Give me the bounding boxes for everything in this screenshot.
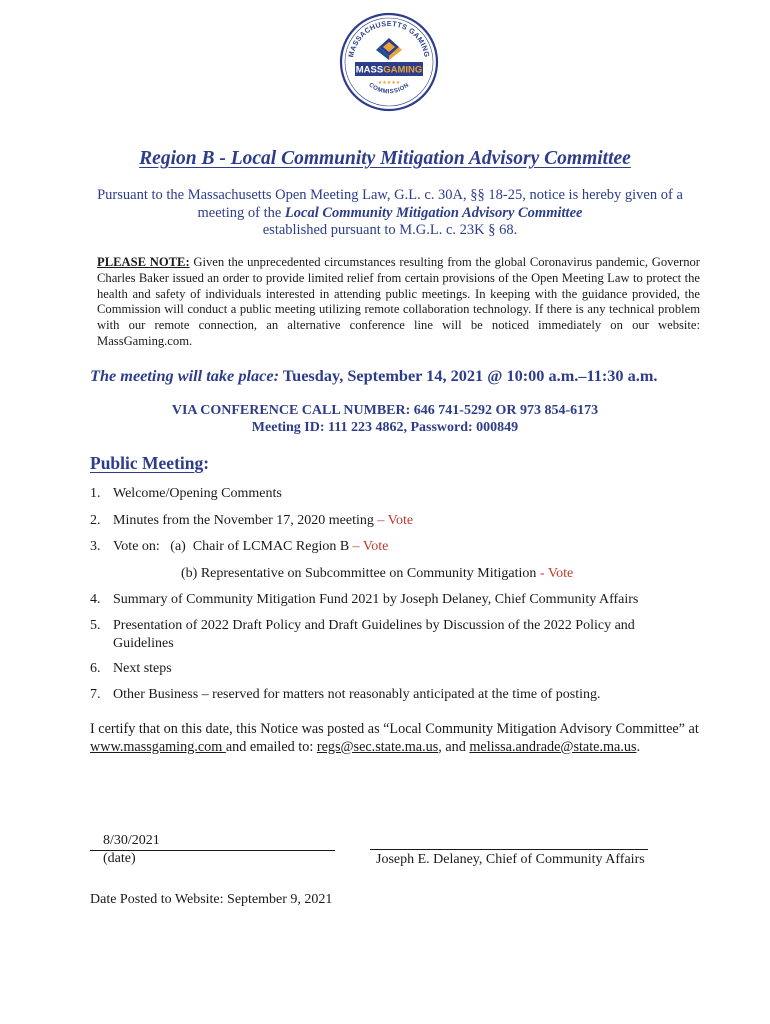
agenda-item-text: Next steps bbox=[113, 661, 172, 676]
agenda-item-number: 1. bbox=[90, 486, 101, 501]
seal-stars: ★★★★★ bbox=[377, 80, 401, 86]
melissa-email-link[interactable]: melissa.andrade@state.ma.us bbox=[469, 738, 637, 755]
intro-text-1: Pursuant to the Massachusetts Open Meeting Law, G.L. c. 30A, §§ 18-25, notice is hereby given of a meeting of the bbox=[97, 187, 683, 221]
signature-date-value: 8/30/2021 bbox=[103, 833, 160, 848]
website-link[interactable]: www.massgaming.com bbox=[90, 738, 226, 755]
date-posted: Date Posted to Website: September 9, 2021 bbox=[90, 892, 333, 907]
agenda-item-text: Other Business – reserved for matters not reasonably anticipated at the time of posting. bbox=[113, 687, 601, 702]
agenda-item-number: 7. bbox=[90, 687, 101, 702]
agenda-item-number: 3. bbox=[90, 539, 101, 554]
meeting-time-value: Tuesday, September 14, 2021 @ 10:00 a.m.–11:30 a.m. bbox=[279, 366, 658, 385]
meeting-time-lead: The meeting will take place: bbox=[90, 366, 280, 385]
please-note-text: Given the unprecedented circumstances resulting from the global Coronavirus pandemic, Governor Charles Baker issued an order to provide limited relief from certain provisions of the Open Meeting Law to protect the health and safety of individuals interested in attending public meetings. In keeping with the guidance provided, the Commission will conduct a public meeting utilizing remote collaboration technology. If there is any technical problem with our remote connection, an alternative conference line will be noticed immediately on our website: MassGaming.com. bbox=[97, 255, 700, 348]
committee-name: Local Community Mitigation Advisory Committee bbox=[284, 204, 583, 221]
conference-call-number: VIA CONFERENCE CALL NUMBER: 646 741-5292 OR 973 854-6173 bbox=[171, 403, 599, 418]
page-title: Region B - Local Community Mitigation Advisory Committee bbox=[139, 148, 631, 169]
vote-marker: - Vote bbox=[539, 566, 574, 581]
meeting-id-password: Meeting ID: 111 223 4862, Password: 000849 bbox=[251, 420, 519, 435]
regs-email-link[interactable]: regs@sec.state.ma.us bbox=[316, 738, 439, 755]
agenda-item-text: Minutes from the November 17, 2020 meeting – Vote bbox=[113, 513, 414, 528]
please-note-label: PLEASE NOTE: bbox=[97, 255, 190, 269]
intro-paragraph bbox=[80, 187, 700, 240]
agenda-item-text: Summary of Community Mitigation Fund 2021 by Joseph Delaney, Chief Community Affairs bbox=[113, 592, 639, 607]
agenda-item-number: 2. bbox=[90, 513, 101, 528]
intro-text-2: established pursuant to M.G.L. c. 23K § 68. bbox=[262, 222, 518, 238]
public-meeting-heading-text: Public Meeting bbox=[90, 453, 204, 473]
agenda-item-number: 4. bbox=[90, 592, 101, 607]
brand-wordmark: MASSGAMING bbox=[355, 64, 423, 76]
agenda-item-text: Vote on: (a) Chair of LCMAC Region B – Vote bbox=[113, 539, 389, 554]
certification-paragraph: I certify that on this date, this Notice was posted as “Local Community Mitigation Advisory Committee” at www.massgaming.com and emailed to: regs@sec.state.ma.us, and melissa.andrade@state.ma.us. bbox=[90, 721, 699, 755]
massgaming-seal-logo bbox=[339, 12, 439, 112]
vote-marker: – Vote bbox=[377, 513, 414, 528]
agenda-item-number: 5. bbox=[90, 618, 101, 633]
vote-marker: – Vote bbox=[352, 539, 389, 554]
meeting-time bbox=[90, 366, 750, 386]
name-signature-line bbox=[370, 849, 648, 850]
agenda-item-number: 6. bbox=[90, 661, 101, 676]
conference-call-info bbox=[0, 402, 770, 436]
public-meeting-heading: Public Meeting: bbox=[90, 453, 210, 473]
agenda-item-text: Welcome/Opening Comments bbox=[113, 486, 282, 501]
agenda-subitem-text: (b) Representative on Subcommittee on Community Mitigation - Vote bbox=[181, 566, 574, 581]
please-note-paragraph bbox=[97, 255, 700, 350]
signatory-name: Joseph E. Delaney, Chief of Community Affairs bbox=[376, 852, 645, 867]
agenda-item-text: Presentation of 2022 Draft Policy and Draft Guidelines by Discussion of the 2022 Policy and Guidelines bbox=[113, 618, 635, 651]
seal-arc-bottom-text: COMMISSION bbox=[367, 82, 411, 96]
signature-date-label: (date) bbox=[103, 851, 136, 866]
seal-arc-top-text: MASSACHUSETTS GAMING bbox=[346, 18, 432, 59]
